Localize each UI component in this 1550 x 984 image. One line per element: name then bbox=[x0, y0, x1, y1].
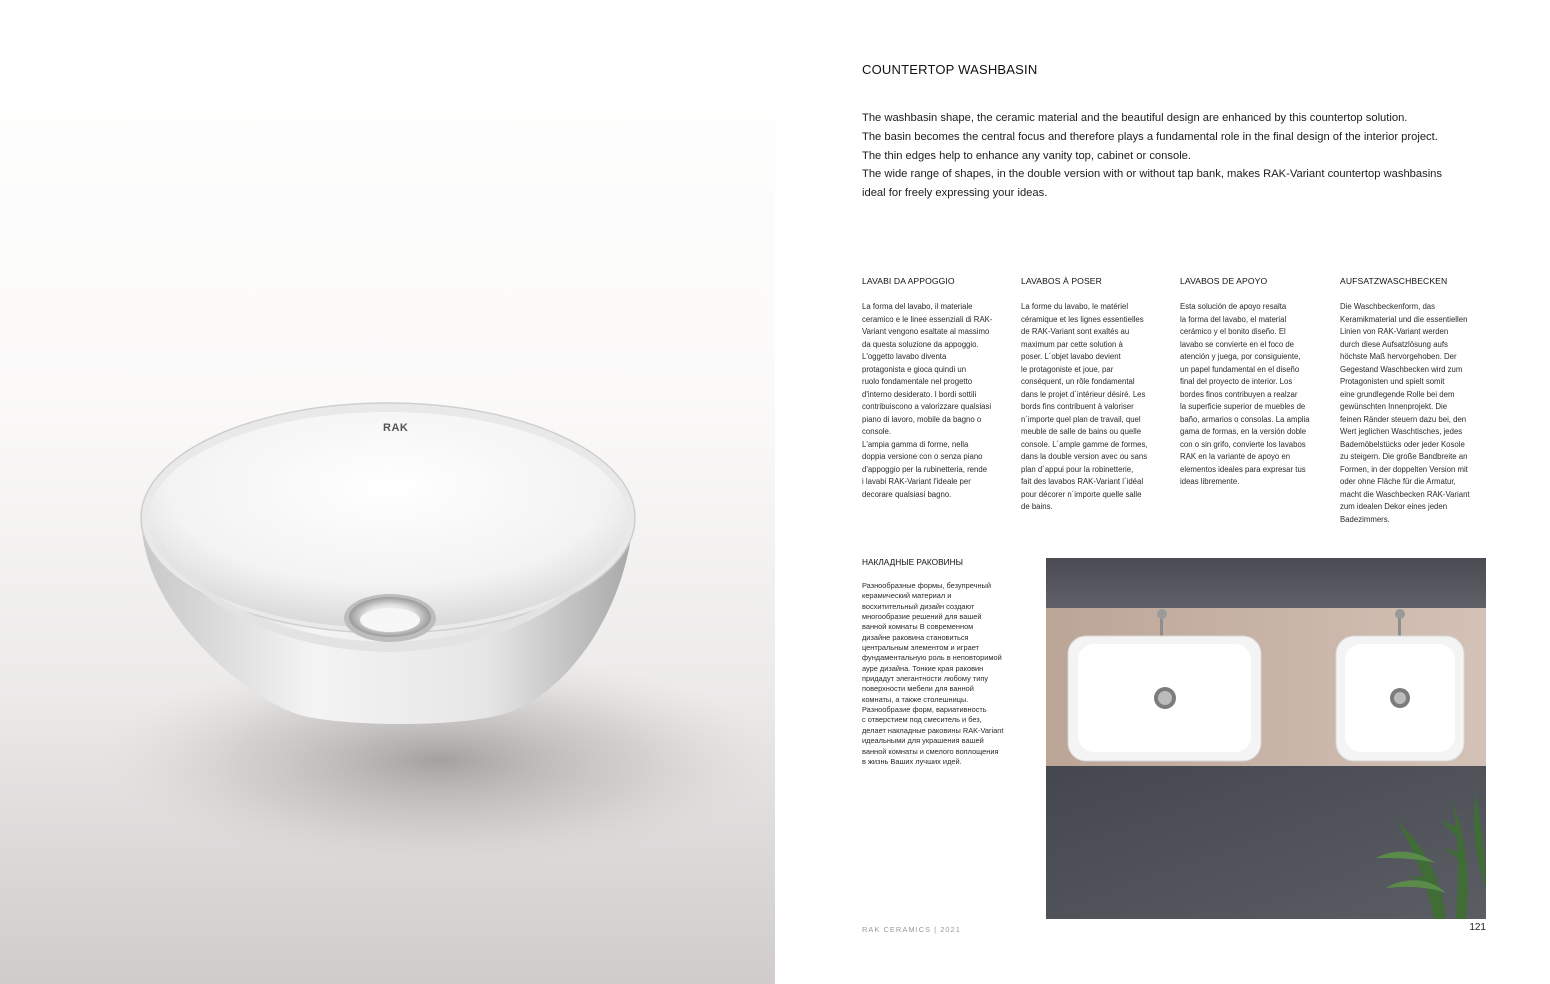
intro-line: The basin becomes the central focus and therefore plays a fundamental role in the final design of the interior project. bbox=[862, 130, 1438, 143]
column-body: Esta solución de apoyo resalta la forma del lavabo, el material cerámico y el bonito diseño. El lavabo se convierte en el foco de atención y juega, por consiguiente, un papel fundamental en el diseño final del proyecto de interior. Los bordes finos contribuyen a realzar la superficie superior de muebles de baño, armarios o consolas. La amplia gama de formas, en la versión doble con o sin grifo, convierte los lavabos RAK en la variante de apoyo en elementos ideales para expresar tus ideas libremente. bbox=[1180, 302, 1310, 486]
column-body: La forma del lavabo, il materiale ceramico e le linee essenziali di RAK- Variant vengono esaltate al massimo da questa soluzione da appoggio. L'oggetto lavabo diventa protagonista e gioca quindi un ruolo fondamentale nel progetto d'interno desiderato. I bordi sottili contribuiscono a valorizzare qualsiasi piano di lavoro, mobile da bagno o console. L'ampia gamma di forme, nella doppia versione con o senza piano d'appoggio per la rubinetteria, rende i lavabi RAK-Variant l'ideale per decorare qualsiasi bagno. bbox=[862, 302, 993, 499]
intro-line: The washbasin shape, the ceramic material and the beautiful design are enhanced by this countertop solution. bbox=[862, 112, 1408, 124]
column-german bbox=[1340, 276, 1488, 526]
intro-line: ideal for freely expressing your ideas. bbox=[862, 187, 1048, 200]
intro-paragraph bbox=[862, 109, 1502, 203]
column-title: LAVABI DA APPOGGIO bbox=[862, 276, 955, 286]
column-french bbox=[1021, 276, 1169, 514]
column-title: LAVABOS DE APOYO bbox=[1180, 276, 1268, 286]
column-russian bbox=[862, 557, 1012, 767]
column-title: LAVABOS À POSER bbox=[1021, 276, 1102, 286]
page-number: 121 bbox=[1469, 922, 1486, 933]
column-body: Разнообразные формы, безупречный керамический материал и восхитительный дизайн создают многообразие решений для вашей ванной комнаты В современном дизайне раковина становиться центральным элементом и играет фундаментальную роль в неповторимой ауре дизайна. Тонкие края раковин придадут элегантности любому типу поверхности мебели для ванной комнаты, а также столешницы. Разнообразие форм, вариативность с отверстием под смеситель и без, делает накладные раковины RAK-Variant идеальными для украшения вашей ванной комнаты и смелого воплощения в жизнь Ваших лучших идей. bbox=[862, 581, 1004, 766]
column-italian bbox=[862, 276, 1010, 501]
text-page bbox=[775, 0, 1550, 984]
column-body: Die Waschbeckenform, das Keramikmaterial und die essentiellen Linien von RAK-Variant werden durch diese Aufsatzlösung aufs höchste Maß hervorgehoben. Der Gegestand Waschbecken wird zum Protagonisten und spielt somit eine grundlegende Rolle bei dem gewünschten Innenprojekt. Die feinen Ränder steuern dazu bei, den Wert jeglichen Waschtisches, jedes Bademöbelstücks oder jeder Kosole zu steigern. Die große Bandbreite an Formen, in der doppelten Version mit oder ohne Fläche für die Armatur, macht die Waschbecken RAK-Variant zum idealen Dekor eines jeden Badezimmers. bbox=[1340, 302, 1470, 524]
brand-logo: RAK bbox=[383, 422, 409, 434]
column-title: НАКЛАДНЫЕ РАКОВИНЫ bbox=[862, 557, 963, 567]
column-body: La forme du lavabo, le matériel céramique et les lignes essentielles de RAK-Variant sont exaltés au maximum par cette solution à poser. L´objet lavabo devient le protagoniste et joue, par conséquent, un rôle fondamental dans le projet d´intérieur désiré. Les bords fins contribuent à valoriser n´importe quel plan de travail, quel meuble de salle de bains ou quelle console. L´ample gamme de formes, dans la double version avec ou sans plan d´appui pour la robinetterie, fait des lavabos RAK-Variant l´idéal pour décorer n´importe quelle salle de bains. bbox=[1021, 302, 1148, 511]
column-title: AUFSATZWASCHBECKEN bbox=[1340, 276, 1448, 286]
intro-line: The wide range of shapes, in the double version with or without tap bank, makes RAK-Variant countertop washbasins bbox=[862, 168, 1443, 181]
intro-line: The thin edges help to enhance any vanity top, cabinet or console. bbox=[862, 149, 1192, 162]
column-spanish bbox=[1180, 276, 1328, 489]
footer-brand: RAK CERAMICS | 2021 bbox=[862, 925, 961, 934]
page-title: COUNTERTOP WASHBASIN bbox=[862, 62, 1038, 77]
double-basin-photo bbox=[1046, 558, 1486, 919]
